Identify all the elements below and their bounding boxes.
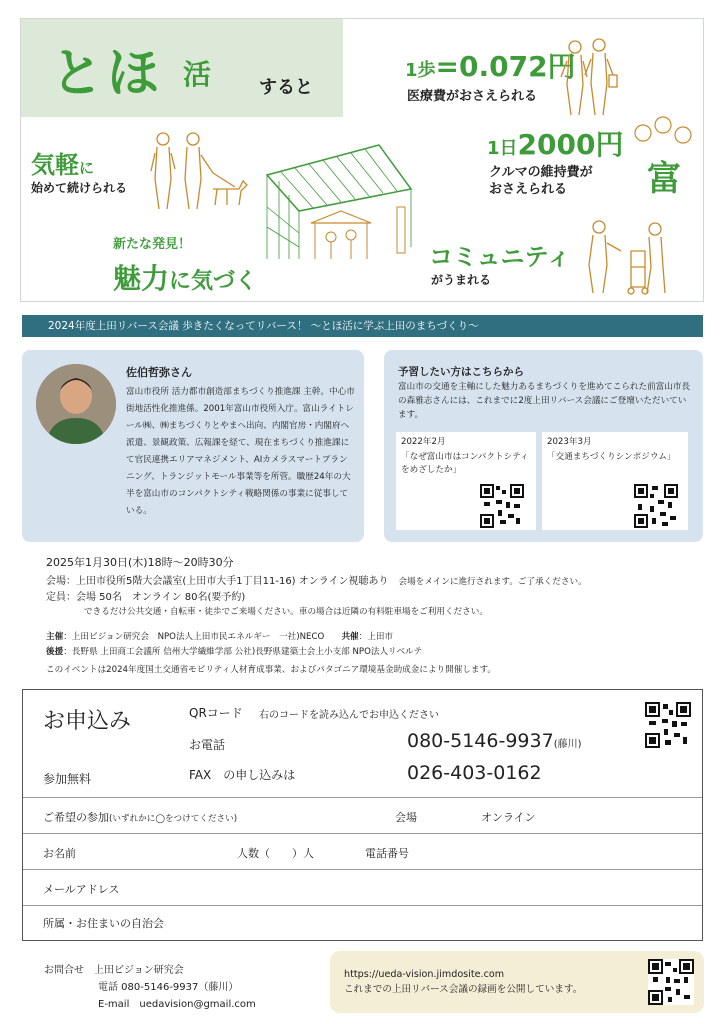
day-caption-2: おさえられる	[489, 182, 568, 197]
step-value: 1歩=0.072円	[405, 50, 576, 83]
speaker-panel	[22, 350, 364, 542]
miryoku-heading: 魅力に気づく	[113, 262, 258, 295]
kigaru-heading: 気軽に	[31, 151, 95, 179]
option-venue[interactable]: 会場	[395, 811, 417, 824]
title-box	[21, 19, 343, 117]
people-count-label: 人数（ ）人	[237, 847, 314, 860]
preview-card-date: 2022年2月	[401, 437, 446, 447]
preview-card-date: 2023年3月	[547, 437, 592, 447]
contact-tel: 電話 080-5146-9937（藤川）	[98, 982, 239, 993]
fax-number[interactable]: 026-403-0162	[407, 762, 542, 784]
event-banner: 2024年度上田リバース会議 歩きたくなってリバース！ 〜とほ活に学ぶ上田のまちづくり〜	[22, 315, 703, 337]
organizer-line: 主催：上田ビジョン研究会 NPO法人上田市民エネルギー 一社)NECO 共催：上田市	[46, 632, 394, 642]
preview-card-title: 「交通まちづくりシンポジウム」	[547, 452, 676, 462]
form-row-email	[23, 870, 702, 906]
form-row-affiliation	[23, 906, 702, 939]
speaker-name: 佐伯哲弥さん	[126, 366, 192, 379]
form-title: お申込み	[43, 709, 132, 734]
contact-label: お問合せ	[44, 965, 84, 976]
preview-panel	[384, 350, 703, 542]
preview-card-2023[interactable]	[542, 432, 688, 530]
hero-illustration	[20, 18, 704, 302]
event-capacity: 定員：会場 50名 オンライン 80名(要予約)	[46, 592, 246, 603]
preview-card-2022[interactable]	[396, 432, 536, 530]
speaker-photo	[36, 364, 116, 444]
qr-label: QRコード	[189, 706, 243, 720]
kigaru-caption: 始めて続けられる	[31, 181, 128, 195]
event-venue: 会場：上田市役所5階大会議室(上田市大手1丁目11-16) オンライン視聴あり 会場をメインに進行されます。ご了承ください。	[46, 576, 587, 587]
transport-note: できるだけ公共交通・自転車・徒歩でご来場ください。車の場合は近隣の有料駐車場をご利用ください。	[84, 607, 488, 617]
option-online[interactable]: オンライン	[481, 811, 536, 824]
step-caption: 医療費がおさえられる	[407, 89, 538, 104]
form-header	[23, 690, 702, 798]
contact-email[interactable]: E-mail uedavision@gmail.com	[98, 999, 256, 1010]
contact-info	[44, 962, 256, 1013]
qr-instruction: 右のコードを読み込んでお申込ください	[259, 710, 439, 721]
preview-body: 富山市の交通を主軸にした魅力あるまちづくりを進めてこられた前富山市長の森雅志さんには、これまでに2度上田リバース会議にご登壇いただいています。	[398, 382, 691, 420]
preview-heading: 予習したい方はこちらから	[398, 366, 524, 378]
community-heading: コミュニティ	[429, 243, 571, 271]
preview-card-title: 「なぜ富山市はコンパクトシティをめざしたか」	[401, 452, 529, 475]
title-suruto: すると	[259, 77, 313, 98]
day-caption-1: クルマの維持費が	[489, 165, 593, 180]
phone-label: お電話	[189, 738, 226, 752]
website-box	[330, 951, 704, 1013]
phone-number[interactable]: 080-5146-9937(藤川)	[407, 730, 582, 752]
money-icon	[633, 115, 699, 155]
qr-code-icon[interactable]	[645, 702, 691, 748]
walkers-with-dog-illustration	[149, 129, 249, 213]
discovery-caption: 新たな発見！	[113, 237, 192, 252]
community-caption: がうまれる	[431, 273, 492, 287]
form-row-attendance	[23, 798, 702, 834]
contact-org: 上田ビジョン研究会	[94, 965, 184, 976]
title-katsu: 活	[183, 58, 212, 91]
pavilion-illustration	[259, 137, 419, 261]
email-label: メールアドレス	[43, 883, 120, 896]
qr-code-icon[interactable]	[648, 959, 694, 1005]
support-line: 後援：長野県 上田商工会議所 信州大学繊維学部 公社)長野県建築士会上小支部 NPO法人リベルテ	[46, 647, 423, 657]
free-label: 参加無料	[43, 772, 92, 786]
website-url[interactable]: https://ueda-vision.jimdosite.com	[344, 969, 505, 980]
qr-code-icon[interactable]	[480, 484, 524, 528]
affiliation-label: 所属・お住まいの自治会	[43, 917, 164, 930]
elderly-with-walker-illustration	[581, 217, 681, 297]
funding-note: このイベントは2024年度国土交通省モビリティ人材育成事業、およびパタゴニア環境基金助成金により開催します。	[46, 665, 497, 675]
tel-label: 電話番号	[365, 847, 409, 860]
qr-code-icon[interactable]	[634, 484, 678, 528]
day-value: 1日2000円	[487, 128, 624, 161]
speaker-bio: 富山市役所 活力都市創造部まちづくり推進課 主幹。中心市街地活性化推進係。2001年富山市役所入庁。富山ライトレール㈱、㈱まちづくりとやまへ出向、内閣官房・内閣府へ派遣、景観政策、広報課を経て、現在まちづくり推進課にて官民連携エリアマネジメント、AIカメラスマートプランニング、トランジットモール事業等を所管。職歴24年の大半を富山市のコンパクトシティ戦略関係の事業に従事している。	[126, 387, 355, 516]
website-note: これまでの上田リバース会議の録画を公開しています。	[344, 984, 583, 995]
fuki-glyph: 富	[647, 159, 681, 199]
title-tohokatsu: とほ	[51, 44, 164, 104]
walking-couple-illustration	[557, 37, 619, 119]
event-datetime: 2025年1月30日(木)18時〜20時30分	[46, 556, 234, 569]
name-label: お名前	[43, 847, 76, 860]
fax-label: FAX の申し込みは	[189, 768, 296, 782]
form-row-name	[23, 834, 702, 870]
attendance-label: ご希望の参加(いずれかに◯をつけてください)	[43, 811, 238, 824]
application-form	[22, 689, 703, 941]
